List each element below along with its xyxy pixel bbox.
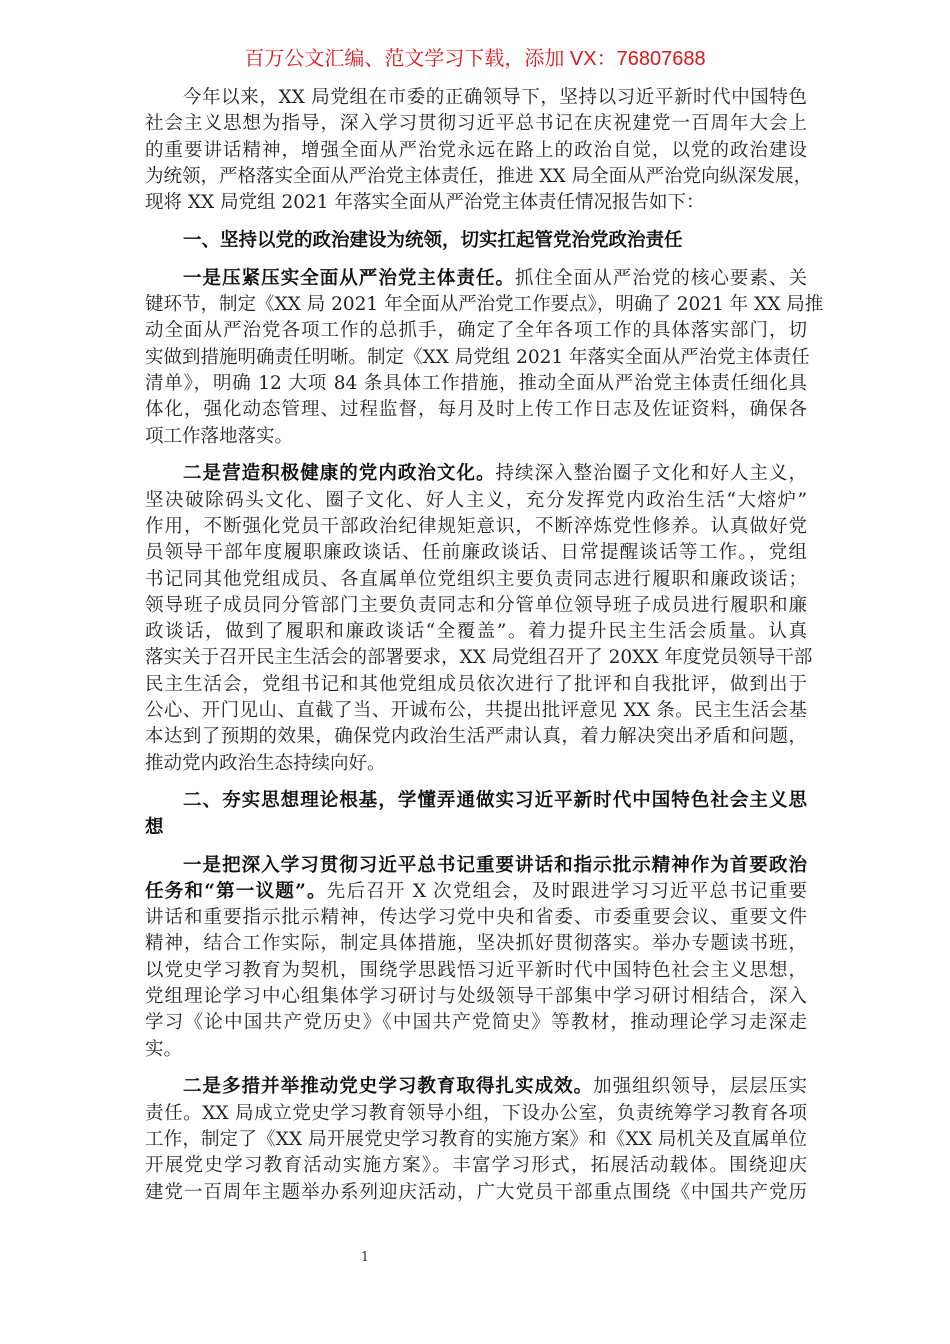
body-text: 加强组织领导，层层压实: [593, 1076, 807, 1098]
body-text: 书记同其他党组成员、各直属单位党组织主要负责同志进行履职和廉政谈话；: [145, 568, 807, 590]
section-heading: [145, 788, 807, 841]
paragraph: [145, 461, 813, 777]
text-line: [145, 1074, 807, 1100]
body-text: 坚决破除码头文化、圈子文化、好人主义，充分发挥党内政治生活“大熔炉”: [145, 489, 807, 511]
text-line: [145, 371, 807, 397]
paragraph: [145, 266, 824, 450]
watermark-banner: 百万公文汇编、范文学习下载，添加 VX：76807688: [244, 48, 706, 70]
text-line: [145, 85, 807, 111]
body-text: 落实关于召开民主生活会的部署要求，XX 局党组召开了 20XX 年度党员领导干部: [145, 647, 813, 669]
body-text: 以党史学习教育为契机，围绕学思践悟习近平新时代中国特色社会主义思想，: [145, 959, 807, 981]
body-text: 一、坚持以党的政治建设为统领，切实扛起管党治党政治责任: [183, 229, 683, 251]
text-line: [145, 1010, 807, 1036]
body-text: 现将 XX 局党组 2021 年落实全面从严治党主体责任情况报告如下：: [145, 192, 705, 214]
body-text: 的重要讲话精神，增强全面从严治党永远在路上的政治自觉，以党的政治建设: [145, 139, 807, 161]
text-line: [145, 815, 807, 841]
section-heading: [145, 228, 807, 254]
body-text: 责任。XX 局成立党史学习教育领导小组，下设办公室，负责统筹学习教育各项: [145, 1102, 807, 1124]
body-text: 学习《论中国共产党历史》《中国共产党简史》等教材，推动理论学习走深走: [145, 1012, 807, 1034]
body-text: 持续深入整治圈子文化和好人主义，: [495, 463, 807, 485]
body-text: 今年以来，XX 局党组在市委的正确领导下，坚持以习近平新时代中国特色: [183, 87, 807, 108]
body-text: 键环节，制定《XX 局 2021 年全面从严治党工作要点》，明确了 2021 年 XX 局推: [145, 294, 824, 316]
body-text: 精神，结合工作实际，制定具体措施，坚决抓好贯彻落实。举办专题读书班，: [145, 933, 807, 955]
text-line: [145, 619, 807, 645]
body-text: 讲话和重要指示批示精神，传达学习党中央和省委、市委重要会议、重要文件: [145, 907, 807, 929]
bold-lead-text: 二是营造积极健康的党内政治文化。: [183, 463, 496, 485]
text-line: [145, 228, 807, 254]
text-line: [145, 540, 807, 566]
text-line: [145, 724, 807, 750]
text-line: [145, 593, 807, 619]
body-text: 动全面从严治党各项工作的总抓手，确定了全年各项工作的具体落实部门，切: [145, 320, 807, 342]
text-line: [145, 397, 807, 423]
text-line: [145, 1037, 807, 1063]
body-text: 员领导干部年度履职廉政谈话、任前廉政谈话、日常提醒谈话等工作。，党组: [145, 542, 807, 564]
body-text: 民主生活会，党组书记和其他党组成员依次进行了批评和自我批评，做到出于: [145, 673, 807, 695]
text-line: [145, 164, 813, 190]
text-line: [145, 698, 807, 724]
bold-lead-text: 二是多措并举推动党史学习教育取得扎实成效。: [183, 1076, 594, 1098]
body-text: 实。: [145, 1038, 183, 1060]
text-line: [145, 751, 807, 777]
body-text: 实做到措施明确责任明晰。制定《XX 局党组 2021 年落实全面从严治党主体责任: [145, 346, 810, 368]
body-text: 想: [145, 816, 164, 838]
bold-lead-text: 一是把深入学习贯彻习近平总书记重要讲话和指示批示精神作为首要政治: [183, 854, 807, 876]
body-text: 抓住全面从严治党的核心要素、关: [515, 267, 807, 289]
paragraph: [145, 85, 813, 216]
text-line: [145, 1153, 807, 1179]
text-line: [145, 292, 824, 318]
body-text: 领导班子成员同分管部门主要负责同志和分管单位领导班子成员进行履职和廉: [145, 594, 807, 616]
text-line: [145, 958, 807, 984]
body-text: 工作，制定了《XX 局开展党史学习教育的实施方案》和《XX 局机关及直属单位: [145, 1128, 807, 1150]
paragraph: [145, 1074, 807, 1205]
body-text: 公心、开门见山、直截了当、开诚布公，共提出批评意见 XX 条。民主生活会基: [145, 700, 807, 722]
document-body: [145, 85, 824, 1206]
body-text: 二、夯实思想理论根基，学懂弄通做实习近平新时代中国特色社会主义思: [183, 790, 807, 812]
text-line: [145, 514, 807, 540]
text-line: [145, 853, 807, 879]
page-number: 1: [360, 1250, 370, 1265]
text-line: [145, 424, 807, 450]
text-line: [145, 645, 813, 671]
body-text: 项工作落地落实。: [145, 425, 294, 447]
text-line: [145, 905, 807, 931]
paragraph: [145, 853, 807, 1063]
text-line: [145, 345, 810, 371]
text-line: [145, 879, 807, 905]
text-line: [145, 984, 807, 1010]
body-text: 党组理论学习中心组集体学习研讨与处级领导干部集中学习研讨相结合，深入: [145, 986, 807, 1007]
text-line: [145, 318, 807, 344]
body-text: 先后召开 X 次党组会，及时跟进学习习近平总书记重要: [326, 880, 807, 902]
text-line: [145, 190, 807, 216]
body-text: 建党一百周年主题举办系列迎庆活动，广大党员干部重点围绕《中国共产党历: [145, 1181, 807, 1203]
text-line: [145, 488, 807, 514]
bold-lead-text: 一是压紧压实全面从严治党主体责任。: [183, 267, 516, 289]
body-text: 政谈话，做到了履职和廉政谈话“全覆盖”。着力提升民主生活会质量。认真: [145, 621, 807, 643]
text-line: [145, 672, 807, 698]
body-text: 推动党内政治生态持续向好。: [145, 752, 386, 774]
body-text: 开展党史学习教育活动实施方案》。丰富学习形式，拓展活动载体。围绕迎庆: [145, 1155, 807, 1177]
body-text: 本达到了预期的效果，确保党内政治生活严肃认真，着力解决突出矛盾和问题，: [145, 726, 807, 748]
text-line: [145, 788, 807, 814]
text-line: [145, 111, 807, 137]
bold-lead-text: 任务和“第一议题”。: [145, 880, 327, 902]
text-line: [145, 931, 807, 957]
text-line: [145, 567, 807, 593]
body-text: 社会主义思想为指导，深入学习贯彻习近平总书记在庆祝建党一百周年大会上: [145, 113, 807, 135]
text-line: [145, 138, 807, 164]
body-text: 体化，强化动态管理、过程监督，每月及时上传工作日志及佐证资料，确保各: [145, 399, 807, 421]
text-line: [145, 1101, 807, 1127]
body-text: 作用，不断强化党员干部政治纪律规矩意识，不断淬炼党性修养。认真做好党: [145, 515, 807, 537]
text-line: [145, 1127, 807, 1153]
text-line: [145, 266, 807, 292]
text-line: [145, 1180, 807, 1206]
body-text: 为统领，严格落实全面从严治党主体责任，推进 XX 局全面从严治党向纵深发展，: [145, 165, 813, 187]
body-text: 清单》，明确 12 大项 84 条具体工作措施，推动全面从严治党主体责任细化具: [145, 372, 807, 394]
text-line: [145, 461, 807, 487]
